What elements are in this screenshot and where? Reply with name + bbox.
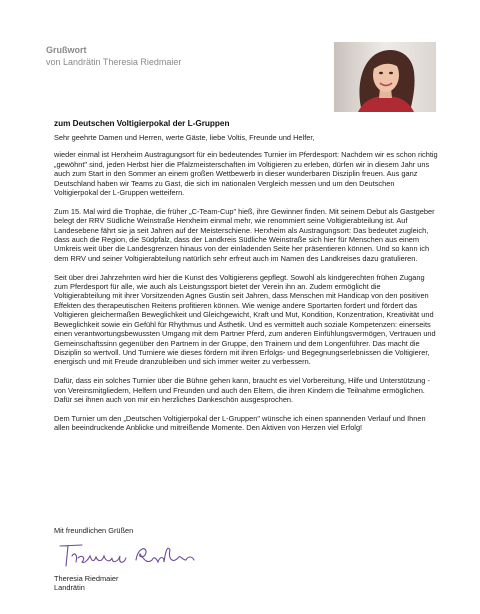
signer-name: Theresia Riedmaier — [54, 574, 119, 583]
paragraph: wieder einmal ist Herxheim Austragungsort für ein bedeutendes Turnier im Pferdesport: Nachdem wir es schon richtig „gewöhnt" sind, jeden Herbst hier die Pfalzmeisterschaften im Voltigieren zu erleben, dürfen wir in diesem Jahr uns auch zum Start in den Sommer an einem großen Wettbewerb in dieser wunderbaren Disziplin freuen. Aus ganz Deutschland haben wir Teams zu Gast, die sich im nationalen Vergleich messen und um den Deutschen Voltigierpokal der L-Gruppen wetteifern. — [54, 150, 438, 198]
paragraph: Dem Turnier um den „Deutschen Voltigierpokal der L-Gruppen" wünsche ich einen spannenden Verlauf und Ihnen allen beeindruckende Anblicke und mitreißende Momente. Den Aktiven von Herzen viel Erfolg! — [54, 413, 426, 433]
portrait-photo — [334, 42, 436, 112]
letter-body — [54, 133, 438, 442]
paragraph: Zum 15. Mal wird die Trophäe, die früher „C-Team-Cup" hieß, ihre Gewinner finden. Mit seinem Debut als Gastgeber belegt der RRV Südliche Weinstraße Herxheim einmal mehr, wie renommiert seine Voltigierabteilung ist. Auf Landesebene fährt sie ja seit Jahren auf der Meisterschiene. Herxheim als Austragungsort: Das bedeutet zugleich, dass auch die Region, die Südpfalz, dass der Landkreis Südliche Weinstraße sich hier für Menschen aus einem Umkreis weit über die Landesgrenzen hinaus von der einladenden Seite her präsentieren können. Und so kann ich dem RRV und seiner Voltigierabteilung natürlich sehr erfreut auch im Namen des Landkreises dazu gratulieren. — [54, 206, 435, 263]
portrait-image — [334, 42, 436, 112]
signer-title: Landrätin — [54, 583, 85, 593]
handwritten-signature — [54, 540, 204, 570]
paragraph: Dafür, dass ein solches Turnier über die Bühne gehen kann, braucht es viel Vorbereitung, Hilfe und Unterstützung - von Vereinsmitgliedern, Helfern und Freunden und auch den Eltern, die ihren Kindern die Teilnahme ermöglichen. Dafür sei ihnen auch von mir ein herzliches Dankeschön ausgesprochen. — [54, 376, 430, 404]
header-subtitle: von Landrätin Theresia Riedmaier — [46, 57, 182, 67]
salutation: Sehr geehrte Damen und Herren, werte Gäste, liebe Voltis, Freunde und Helfer, — [54, 133, 315, 142]
letter-header — [46, 44, 296, 68]
paragraph: Seit über drei Jahrzehnten wird hier die Kunst des Voltigierens gepflegt. Sowohl als kindgerechten frühen Zugang zum Pferdesport für alle, wie auch als Leistungssport bietet der Verein ihn an. Zudem ermöglicht die Voltigierabteilung mit ihrer Vorsitzenden Agnes Gustin seit Jahren, dass Menschen mit Handicap von den positiven Effekten des therapeutischen Reitens profitieren können. Wie wenige andere Sportarten fordert und fördert das Voltigieren gleichermaßen Beweglichkeit und Gleichgewicht, Kraft und Mut, Kondition, Konzentration, Kreativität und Beweglichkeit sowie ein Gefühl für Rhythmus und Ästhetik. Und es vermittelt auch soziale Kompetenzen: einerseits einen verantwortungsbewussten Umgang mit dem Partner Pferd, zum anderen Einfühlungsvermögen, Vertrauen und Gemeinschaftssinn gegenüber den Partnern in der Gruppe, den Trainern und dem Longenführer. Das macht die Disziplin so wertvoll. Und Turniere wie dieses fördern mit ihren Erfolgs- und Begegnungserlebnissen die Voltigierer, energisch und mit Freude dranzubleiben und sich immer weiter zu verbessern. — [54, 272, 436, 367]
letter-subject: zum Deutschen Voltigierpokal der L-Gruppen — [54, 119, 230, 128]
signer-block — [54, 574, 119, 593]
header-title: Grußwort — [46, 45, 87, 55]
closing: Mit freundlichen Grüßen — [54, 526, 134, 535]
